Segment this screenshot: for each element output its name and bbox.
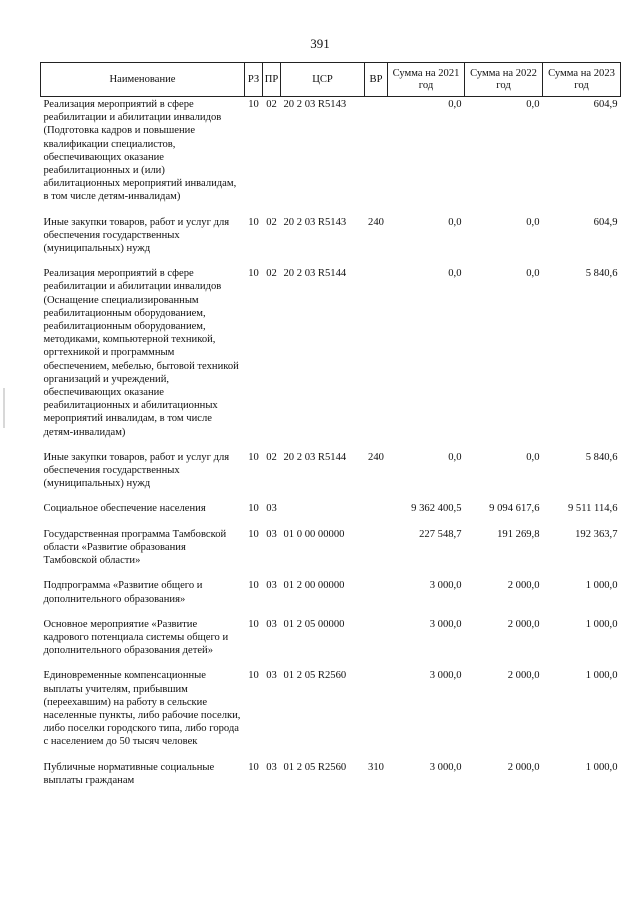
row-pr: 03 <box>266 618 277 630</box>
row-sum-2022: 2 000,0 <box>507 761 540 773</box>
row-sum-2022: 9 094 617,6 <box>489 503 540 515</box>
table-row <box>41 527 621 579</box>
table-row <box>41 501 621 526</box>
header-rz: РЗ <box>245 63 263 97</box>
row-name: Социальное обеспечение населения <box>43 503 206 515</box>
table-row <box>41 266 621 450</box>
row-csr: 01 2 00 00000 <box>283 580 345 592</box>
row-rz: 10 <box>248 451 259 463</box>
row-sum-2022: 2 000,0 <box>507 580 540 592</box>
budget-table <box>40 62 621 787</box>
row-name: Основное мероприятие «Развитие кадрового потенциала системы общего и дополнительного образования детей» <box>43 618 229 657</box>
row-sum-2021: 3 000,0 <box>429 670 462 682</box>
table-row <box>41 668 621 759</box>
row-sum-2021: 0,0 <box>448 99 462 110</box>
row-pr: 03 <box>266 528 277 540</box>
row-vr <box>365 578 388 616</box>
table-row <box>41 617 621 669</box>
row-sum-2023: 1 000,0 <box>585 580 618 592</box>
row-sum-2023: 1 000,0 <box>585 618 618 630</box>
row-pr: 02 <box>266 99 277 110</box>
row-csr: 20 2 03 R5144 <box>283 268 347 280</box>
row-sum-2021: 0,0 <box>448 268 462 280</box>
row-vr <box>365 617 388 669</box>
row-csr: 01 0 00 00000 <box>283 528 345 540</box>
header-vr: ВР <box>365 63 388 97</box>
row-csr: 20 2 03 R5143 <box>283 99 347 110</box>
row-vr: 240 <box>368 216 384 228</box>
row-rz: 10 <box>248 761 259 773</box>
row-csr: 01 2 05 00000 <box>283 618 345 630</box>
header-pr: ПР <box>263 63 281 97</box>
row-sum-2022: 0,0 <box>526 451 540 463</box>
row-rz: 10 <box>248 99 259 110</box>
row-name: Реализация мероприятий в сфере реабилитации и абилитации инвалидов (Оснащение специализированным реабилитационным оборудованием, реабилитационным оборудованием, методиками, компьютерной техникой, оргтехникой и программным обеспечением, мебелью, бытовой техникой организаций и учреждений, обеспечивающих оказание реабилитационных и абилитационных мероприятий инвалидам, в том числе детям-инвалидам) <box>43 268 239 438</box>
row-rz: 10 <box>248 670 259 682</box>
row-sum-2023: 9 511 114,6 <box>567 503 618 515</box>
row-sum-2022: 2 000,0 <box>507 670 540 682</box>
row-sum-2023: 604,9 <box>593 216 618 228</box>
row-pr: 03 <box>266 503 277 515</box>
row-sum-2021: 3 000,0 <box>429 761 462 773</box>
row-sum-2023: 1 000,0 <box>585 670 618 682</box>
row-name: Публичные нормативные социальные выплаты гражданам <box>43 761 215 786</box>
row-csr <box>281 501 365 526</box>
row-sum-2023: 604,9 <box>593 99 618 110</box>
row-name: Единовременные компенсационные выплаты учителям, прибывшим (переехавшим) на работу в сельские населенные пункты, либо рабочие поселки, либо поселки городского типа, либо города с населением до 50 тысяч человек <box>43 670 241 748</box>
row-pr: 02 <box>266 268 277 280</box>
header-sum-2021: Сумма на 2021 год <box>388 63 465 97</box>
row-sum-2021: 0,0 <box>448 216 462 228</box>
header-sum-2022: Сумма на 2022 год <box>465 63 543 97</box>
row-sum-2023: 5 840,6 <box>585 451 618 463</box>
table-row <box>41 215 621 267</box>
row-pr: 02 <box>266 216 277 228</box>
row-sum-2021: 0,0 <box>448 451 462 463</box>
row-name: Реализация мероприятий в сфере реабилитации и абилитации инвалидов (Подготовка кадров и повышение квалификации специалистов, обеспечивающих оказание реабилитационных и (или) абилитационных мероприятий инвалидам, в том числе детям-инвалидам) <box>43 99 237 203</box>
row-sum-2022: 0,0 <box>526 268 540 280</box>
row-sum-2022: 2 000,0 <box>507 618 540 630</box>
table-row <box>41 578 621 616</box>
row-pr: 03 <box>266 670 277 682</box>
row-sum-2023: 1 000,0 <box>585 761 618 773</box>
scan-margin-mark <box>3 388 5 428</box>
row-sum-2023: 5 840,6 <box>585 268 618 280</box>
row-vr <box>365 668 388 759</box>
row-rz: 10 <box>248 618 259 630</box>
row-sum-2021: 3 000,0 <box>429 580 462 592</box>
row-rz: 10 <box>248 580 259 592</box>
table-row <box>41 450 621 502</box>
row-sum-2021: 3 000,0 <box>429 618 462 630</box>
header-name: Наименование <box>41 63 245 97</box>
row-vr <box>365 266 388 450</box>
row-sum-2023: 192 363,7 <box>575 528 618 540</box>
table-header-row <box>41 63 621 97</box>
row-vr <box>365 501 388 526</box>
row-rz: 10 <box>248 503 259 515</box>
row-csr: 20 2 03 R5144 <box>283 451 347 463</box>
row-sum-2022: 191 269,8 <box>497 528 540 540</box>
row-pr: 03 <box>266 761 277 773</box>
row-csr: 01 2 05 R2560 <box>283 670 347 682</box>
row-vr: 240 <box>368 451 384 463</box>
header-sum-2023: Сумма на 2023 год <box>543 63 621 97</box>
row-sum-2021: 227 548,7 <box>419 528 462 540</box>
row-rz: 10 <box>248 528 259 540</box>
row-sum-2022: 0,0 <box>526 216 540 228</box>
row-rz: 10 <box>248 268 259 280</box>
row-sum-2022: 0,0 <box>526 99 540 110</box>
row-pr: 02 <box>266 451 277 463</box>
row-name: Иные закупки товаров, работ и услуг для обеспечения государственных (муниципальных) нужд <box>43 216 230 255</box>
row-vr <box>365 527 388 579</box>
table-row <box>41 760 621 787</box>
row-name: Иные закупки товаров, работ и услуг для обеспечения государственных (муниципальных) нужд <box>43 451 230 490</box>
row-name: Государственная программа Тамбовской области «Развитие образования Тамбовской области» <box>43 528 227 567</box>
table-row <box>41 97 621 215</box>
row-sum-2021: 9 362 400,5 <box>411 503 462 515</box>
row-vr: 310 <box>368 761 384 773</box>
row-pr: 03 <box>266 580 277 592</box>
row-name: Подпрограмма «Развитие общего и дополнительного образования» <box>43 580 203 605</box>
row-rz: 10 <box>248 216 259 228</box>
row-csr: 01 2 05 R2560 <box>283 761 347 773</box>
page-number: 391 <box>310 36 330 51</box>
row-vr <box>365 97 388 215</box>
row-csr: 20 2 03 R5143 <box>283 216 347 228</box>
header-csr: ЦСР <box>281 63 365 97</box>
